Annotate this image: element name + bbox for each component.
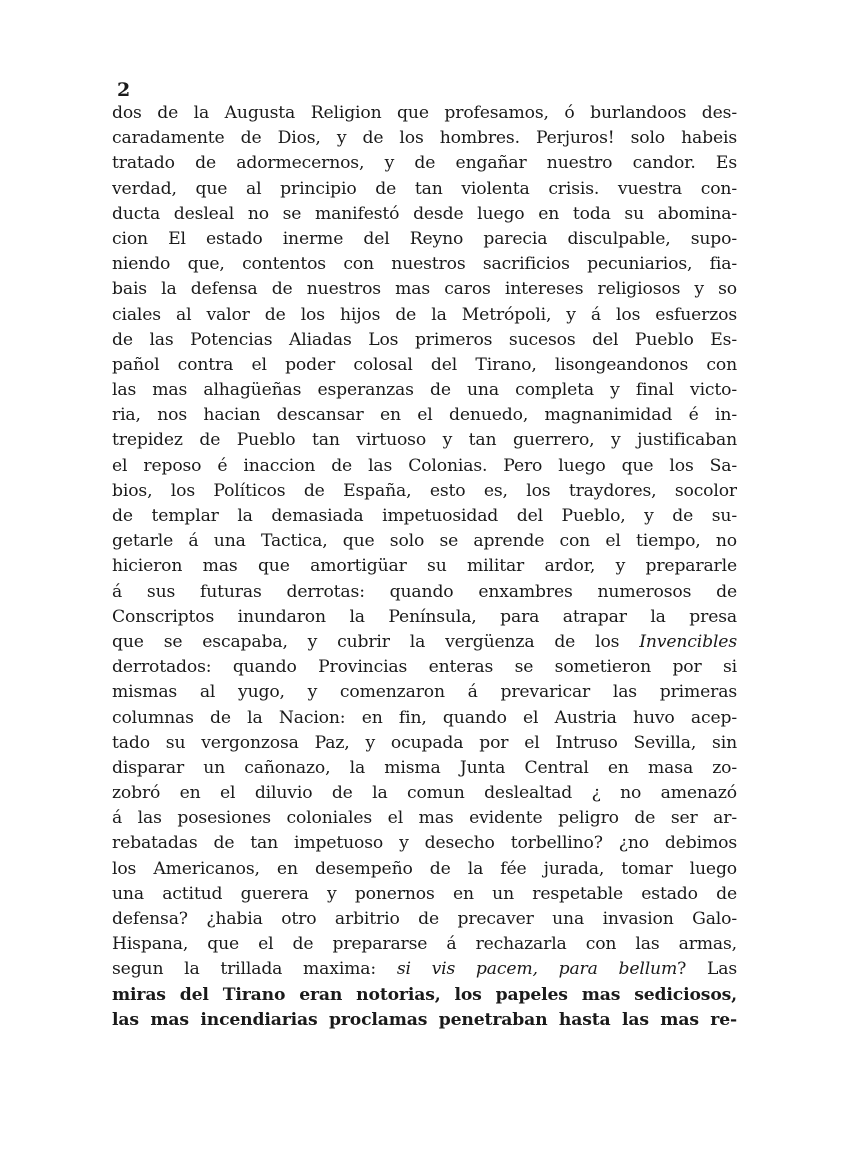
- text-line: segun la trillada maxima: si vis pacem, para bellum? Las: [112, 959, 737, 980]
- text-line: miras del Tirano eran notorias, los papeles mas sediciosos,: [112, 984, 737, 1005]
- text-line: las mas alhagüeñas esperanzas de una completa y final victo-: [112, 380, 737, 401]
- text-line: las mas incendiarias proclamas penetraban hasta las mas re-: [112, 1009, 737, 1030]
- text-line: getarle á una Tactica, que solo se aprende con el tiempo, no: [112, 531, 737, 552]
- text-line: zobró en el diluvio de la comun deslealtad ¿ no amenazó: [112, 783, 737, 804]
- text-line: tratado de adormecernos, y de engañar nuestro candor. Es: [112, 153, 737, 174]
- text-line: ciales al valor de los hijos de la Metrópoli, y á los esfuerzos: [112, 304, 737, 325]
- text-line: trepidez de Pueblo tan virtuoso y tan guerrero, y justificaban: [112, 430, 737, 451]
- text-line: caradamente de Dios, y de los hombres. Perjuros! solo habeis: [112, 128, 737, 149]
- text-line: bios, los Políticos de España, esto es, los traydores, socolor: [112, 480, 737, 501]
- text-line: de templar la demasiada impetuosidad del Pueblo, y de su-: [112, 506, 737, 526]
- text-line: bais la defensa de nuestros mas caros intereses religiosos y so: [112, 279, 737, 300]
- body-text: [112, 101, 737, 1033]
- text-line: hicieron mas que amortigüar su militar ardor, y prepararle: [112, 556, 737, 577]
- text-line: verdad, que al principio de tan violenta crisis. vuestra con-: [112, 178, 737, 199]
- italic-phrase: si vis pacem, para bellum: [396, 959, 678, 980]
- text-line: una actitud guerera y ponernos en un respetable estado de: [112, 883, 737, 904]
- text-line: cion El estado inerme del Reyno parecia disculpable, supo-: [112, 228, 737, 249]
- text-line: columnas de la Nacion: en fin, quando el Austria huvo acep-: [112, 707, 737, 728]
- text-line: los Americanos, en desempeño de la fée jurada, tomar luego: [112, 858, 737, 879]
- text-line: á sus futuras derrotas: quando enxambres numerosos de: [112, 581, 737, 602]
- text-line: de las Potencias Aliadas Los primeros sucesos del Pueblo Es-: [112, 329, 737, 350]
- text-line: pañol contra el poder colosal del Tirano, lisongeandonos con: [112, 354, 737, 375]
- text-line: el reposo é inaccion de las Colonias. Pero luego que los Sa-: [112, 455, 737, 476]
- text-line: ducta desleal no se manifestó desde luego en toda su abomina-: [112, 203, 737, 224]
- text-line: derrotados: quando Provincias enteras se sometieron por si: [112, 657, 737, 678]
- text-line: niendo que, contentos con nuestros sacrificios pecuniarios, fia-: [112, 254, 737, 275]
- italic-phrase: Invencibles: [639, 631, 737, 652]
- text-line: defensa? ¿habia otro arbitrio de precaver una invasion Galo-: [112, 909, 737, 929]
- text-line: disparar un cañonazo, la misma Junta Central en masa zo-: [112, 757, 737, 778]
- text-line: ria, nos hacian descansar en el denuedo, magnanimidad é in-: [112, 405, 737, 426]
- text-line: que se escapaba, y cubrir la vergüenza de los Invencibles: [112, 631, 737, 652]
- text-line: á las posesiones coloniales el mas evidente peligro de ser ar-: [112, 808, 737, 829]
- text-line: mismas al yugo, y comenzaron á prevaricar las primeras: [112, 682, 737, 703]
- text-line: tado su vergonzosa Paz, y ocupada por el Intruso Sevilla, sin: [112, 732, 737, 753]
- page-number: 2: [117, 79, 131, 101]
- text-line: rebatadas de tan impetuoso y desecho torbellino? ¿no debimos: [112, 833, 737, 854]
- text-line: dos de la Augusta Religion que profesamos, ó burlandoos des-: [112, 103, 737, 123]
- text-line: Hispana, que el de prepararse á rechazarla con las armas,: [112, 934, 737, 955]
- text-line: Conscriptos inundaron la Península, para atrapar la presa: [112, 606, 737, 627]
